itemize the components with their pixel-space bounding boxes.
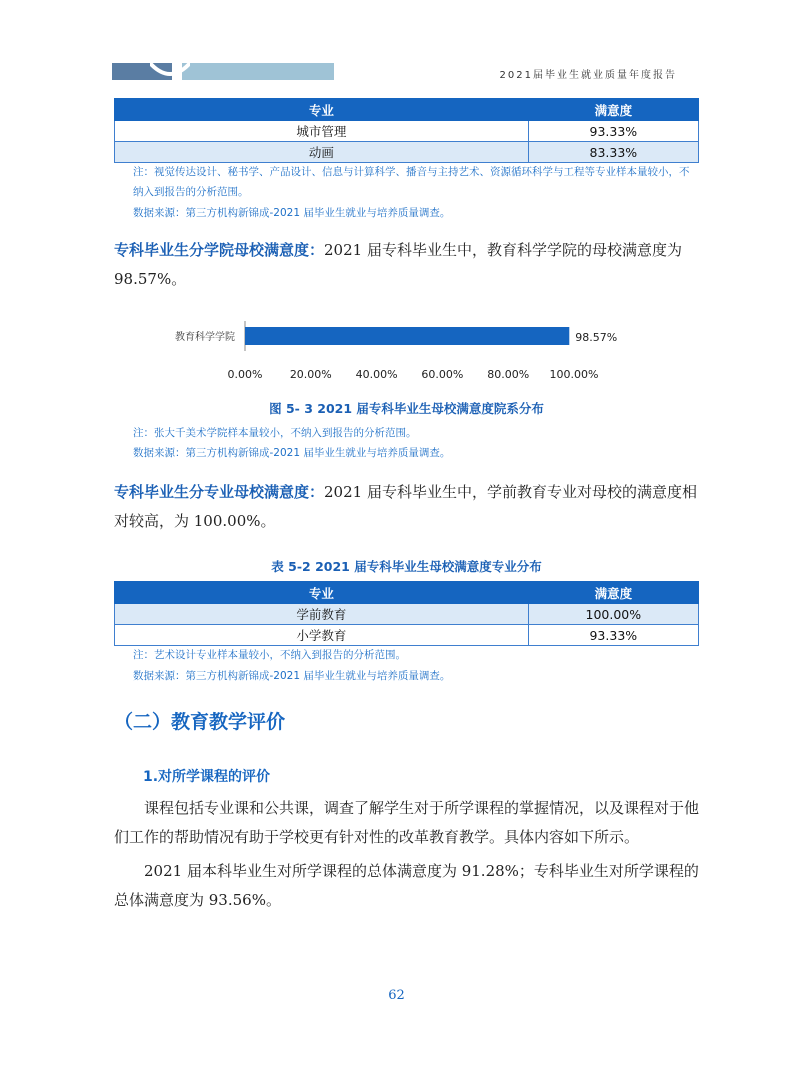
- x-tick-label: 0.00%: [227, 368, 263, 381]
- table-caption: 表 5-2 2021 届专科毕业生母校满意度专业分布: [271, 559, 542, 574]
- paragraph-course-1: 课程包括专业课和公共课，调查了解学生对于所学课程的掌握情况，以及课程对于他们工作的帮助情况有助于学校更有针对性的改革教育教学。具体内容如下所示。: [114, 799, 700, 846]
- sub-heading: 1.对所学课程的评价: [143, 769, 271, 785]
- top-major-table: [114, 98, 699, 163]
- x-tick-label: 80.00%: [487, 368, 530, 381]
- major-cell: 小学教育: [115, 625, 529, 646]
- rate-cell: 93.33%: [528, 121, 698, 142]
- note-table2: 注：艺术设计专业样本量较小，不纳入到报告的分析范围。: [133, 649, 406, 661]
- major-cell: 学前教育: [115, 604, 529, 625]
- table-row: [115, 121, 699, 142]
- paragraph-major-satisfaction: [114, 478, 699, 536]
- paragraph-college-satisfaction: [114, 236, 699, 294]
- major-cell: 城市管理: [115, 121, 529, 142]
- data-source-1: 数据来源：第三方机构新锦成-2021 届毕业生就业与培养质量调查。: [133, 207, 451, 219]
- table-row: [115, 142, 699, 163]
- table-row: [115, 604, 699, 625]
- paragraph-text: 2021 届专科毕业生中，学前教育专业对母校的满意度相对较高，为 100.00%。: [114, 483, 697, 530]
- header-title: 2021届毕业生就业质量年度报告: [499, 70, 677, 81]
- note-top: 注：视觉传达设计、秘书学、产品设计、信息与计算科学、播音与主持艺术、资源循环科学与工程等专业样本量较小，不纳入到报告的分析范围。: [133, 166, 690, 198]
- college-satisfaction-chart: [114, 315, 699, 385]
- data-source-3: 数据来源：第三方机构新锦成-2021 届毕业生就业与培养质量调查。: [133, 670, 451, 682]
- note-chart: 注：张大千美术学院样本量较小，不纳入到报告的分析范围。: [133, 427, 417, 439]
- section-heading: （二）教育教学评价: [114, 711, 286, 733]
- paragraph-lead: 专科毕业生分学院母校满意度：: [114, 241, 325, 259]
- major-cell: 动画: [115, 142, 529, 163]
- x-tick-label: 20.00%: [289, 368, 332, 381]
- page-number: 62: [388, 988, 405, 1003]
- major-satisfaction-table: [114, 581, 699, 646]
- table-row: [115, 625, 699, 646]
- paragraph-lead: 专科毕业生分专业母校满意度：: [114, 483, 325, 501]
- rate-cell: 100.00%: [528, 604, 698, 625]
- rate-cell: 83.33%: [528, 142, 698, 163]
- chart-bar: [245, 327, 569, 345]
- category-label: 教育科学学院: [175, 332, 235, 343]
- figure-caption: 图 5- 3 2021 届专科毕业生母校满意度院系分布: [269, 401, 544, 416]
- x-tick-label: 40.00%: [355, 368, 398, 381]
- header-logo-swoosh: [150, 58, 190, 84]
- x-tick-label: 60.00%: [421, 368, 464, 381]
- data-label: 98.57%: [575, 331, 618, 344]
- column-header-rate: 满意度: [528, 582, 698, 604]
- header-bar-light: [182, 63, 334, 80]
- paragraph-text: 2021 届专科毕业生中，教育科学学院的母校满意度为 98.57%。: [114, 241, 682, 288]
- column-header-major: 专业: [115, 99, 529, 121]
- rate-cell: 93.33%: [528, 625, 698, 646]
- column-header-rate: 满意度: [528, 99, 698, 121]
- data-source-2: 数据来源：第三方机构新锦成-2021 届毕业生就业与培养质量调查。: [133, 447, 451, 459]
- column-header-major: 专业: [115, 582, 529, 604]
- paragraph-course-2: 2021 届本科毕业生对所学课程的总体满意度为 91.28%；专科毕业生对所学课程的总体满意度为 93.56%。: [114, 862, 699, 909]
- x-tick-label: 100.00%: [549, 368, 599, 381]
